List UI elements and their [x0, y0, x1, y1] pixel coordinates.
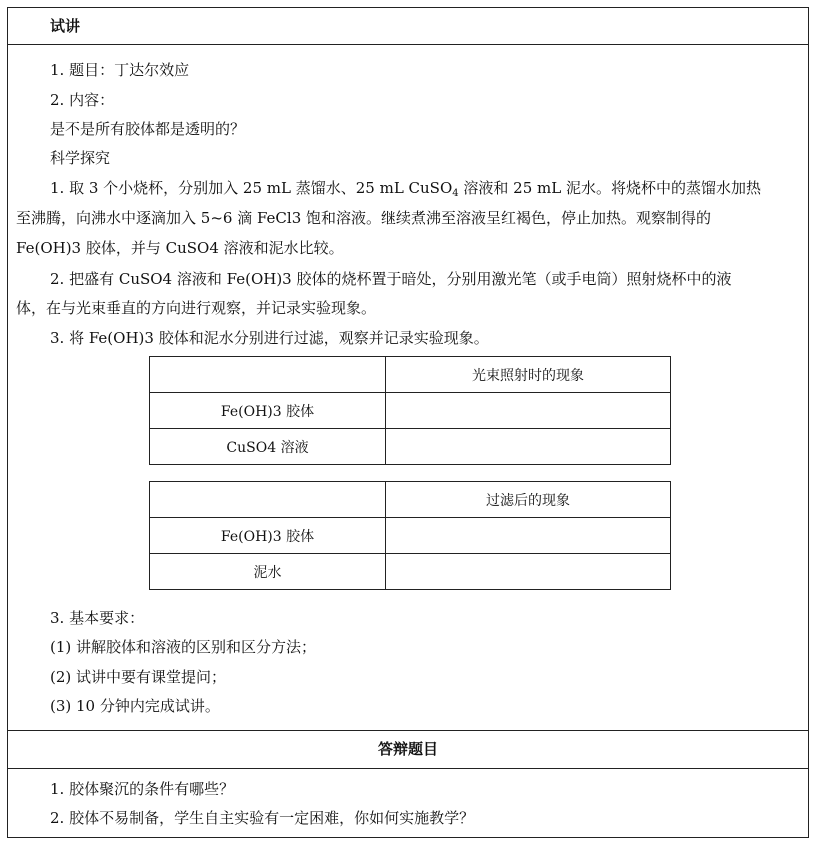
- step1-line1: [50, 178, 761, 198]
- divider: [8, 768, 808, 769]
- table2-row-label: 泥水: [150, 554, 386, 590]
- section-header-defense-questions: 答辩题目: [377, 740, 438, 758]
- defense-question: 1. 胶体聚沉的条件有哪些？: [50, 780, 235, 798]
- divider: [8, 730, 808, 731]
- science-inquiry-label: 科学探究: [50, 149, 111, 167]
- step3-line: 3. 将 Fe(OH)3 胶体和泥水分别进行过滤，观察并记录实验现象。: [50, 329, 489, 347]
- observation-table-filter: [149, 481, 671, 590]
- step1-line1-part-a: 1. 取 3 个小烧杯，分别加入 25 mL 蒸馏水、25 mL CuSO: [50, 179, 453, 197]
- defense-question: 2. 胶体不易制备，学生自主实验有一定困难，你如何实施教学？: [50, 809, 475, 827]
- requirement-item: (3) 10 分钟内完成试讲。: [50, 697, 220, 715]
- step2-line1: 2. 把盛有 CuSO4 溶液和 Fe(OH)3 胶体的烧杯置于暗处，分别用激光笔（或手电筒）照射烧杯中的液: [50, 270, 732, 288]
- table2-header-blank: [150, 482, 386, 518]
- table1-row-label: CuSO4 溶液: [150, 429, 386, 465]
- table2-cell: [386, 518, 671, 554]
- step2-line2: 体，在与光束垂直的方向进行观察，并记录实验现象。: [16, 299, 377, 317]
- requirement-item: (1) 讲解胶体和溶液的区别和区分方法；: [50, 638, 317, 656]
- table1-header-blank: [150, 357, 386, 393]
- requirements-label: 3. 基本要求：: [50, 609, 145, 627]
- step1-line3: Fe(OH)3 胶体，并与 CuSO4 溶液和泥水比较。: [16, 239, 344, 257]
- table2-row-label: Fe(OH)3 胶体: [150, 518, 386, 554]
- question-text: 是不是所有胶体都是透明的？: [50, 120, 246, 138]
- step1-line2: 至沸腾，向沸水中逐滴加入 5~6 滴 FeCl3 饱和溶液。继续煮沸至溶液呈红褐色，停止加热。观察制得的: [16, 209, 712, 227]
- table2-cell: [386, 554, 671, 590]
- divider: [8, 44, 808, 45]
- table2-header-filter: 过滤后的现象: [386, 482, 671, 518]
- table1-row-label: Fe(OH)3 胶体: [150, 393, 386, 429]
- section-header-trial-lecture: 试讲: [50, 17, 81, 35]
- requirement-item: (2) 试讲中要有课堂提问；: [50, 668, 227, 686]
- topic-line: 1. 题目：丁达尔效应: [50, 61, 190, 79]
- content-label: 2. 内容：: [50, 91, 115, 109]
- table1-cell: [386, 393, 671, 429]
- exam-sheet: [7, 7, 809, 838]
- table1-header-light: 光束照射时的现象: [386, 357, 671, 393]
- step1-line1-part-b: 溶液和 25 mL 泥水。将烧杯中的蒸馏水加热: [458, 179, 761, 197]
- observation-table-light: [149, 356, 671, 465]
- subscript-4: 4: [452, 188, 459, 199]
- table1-cell: [386, 429, 671, 465]
